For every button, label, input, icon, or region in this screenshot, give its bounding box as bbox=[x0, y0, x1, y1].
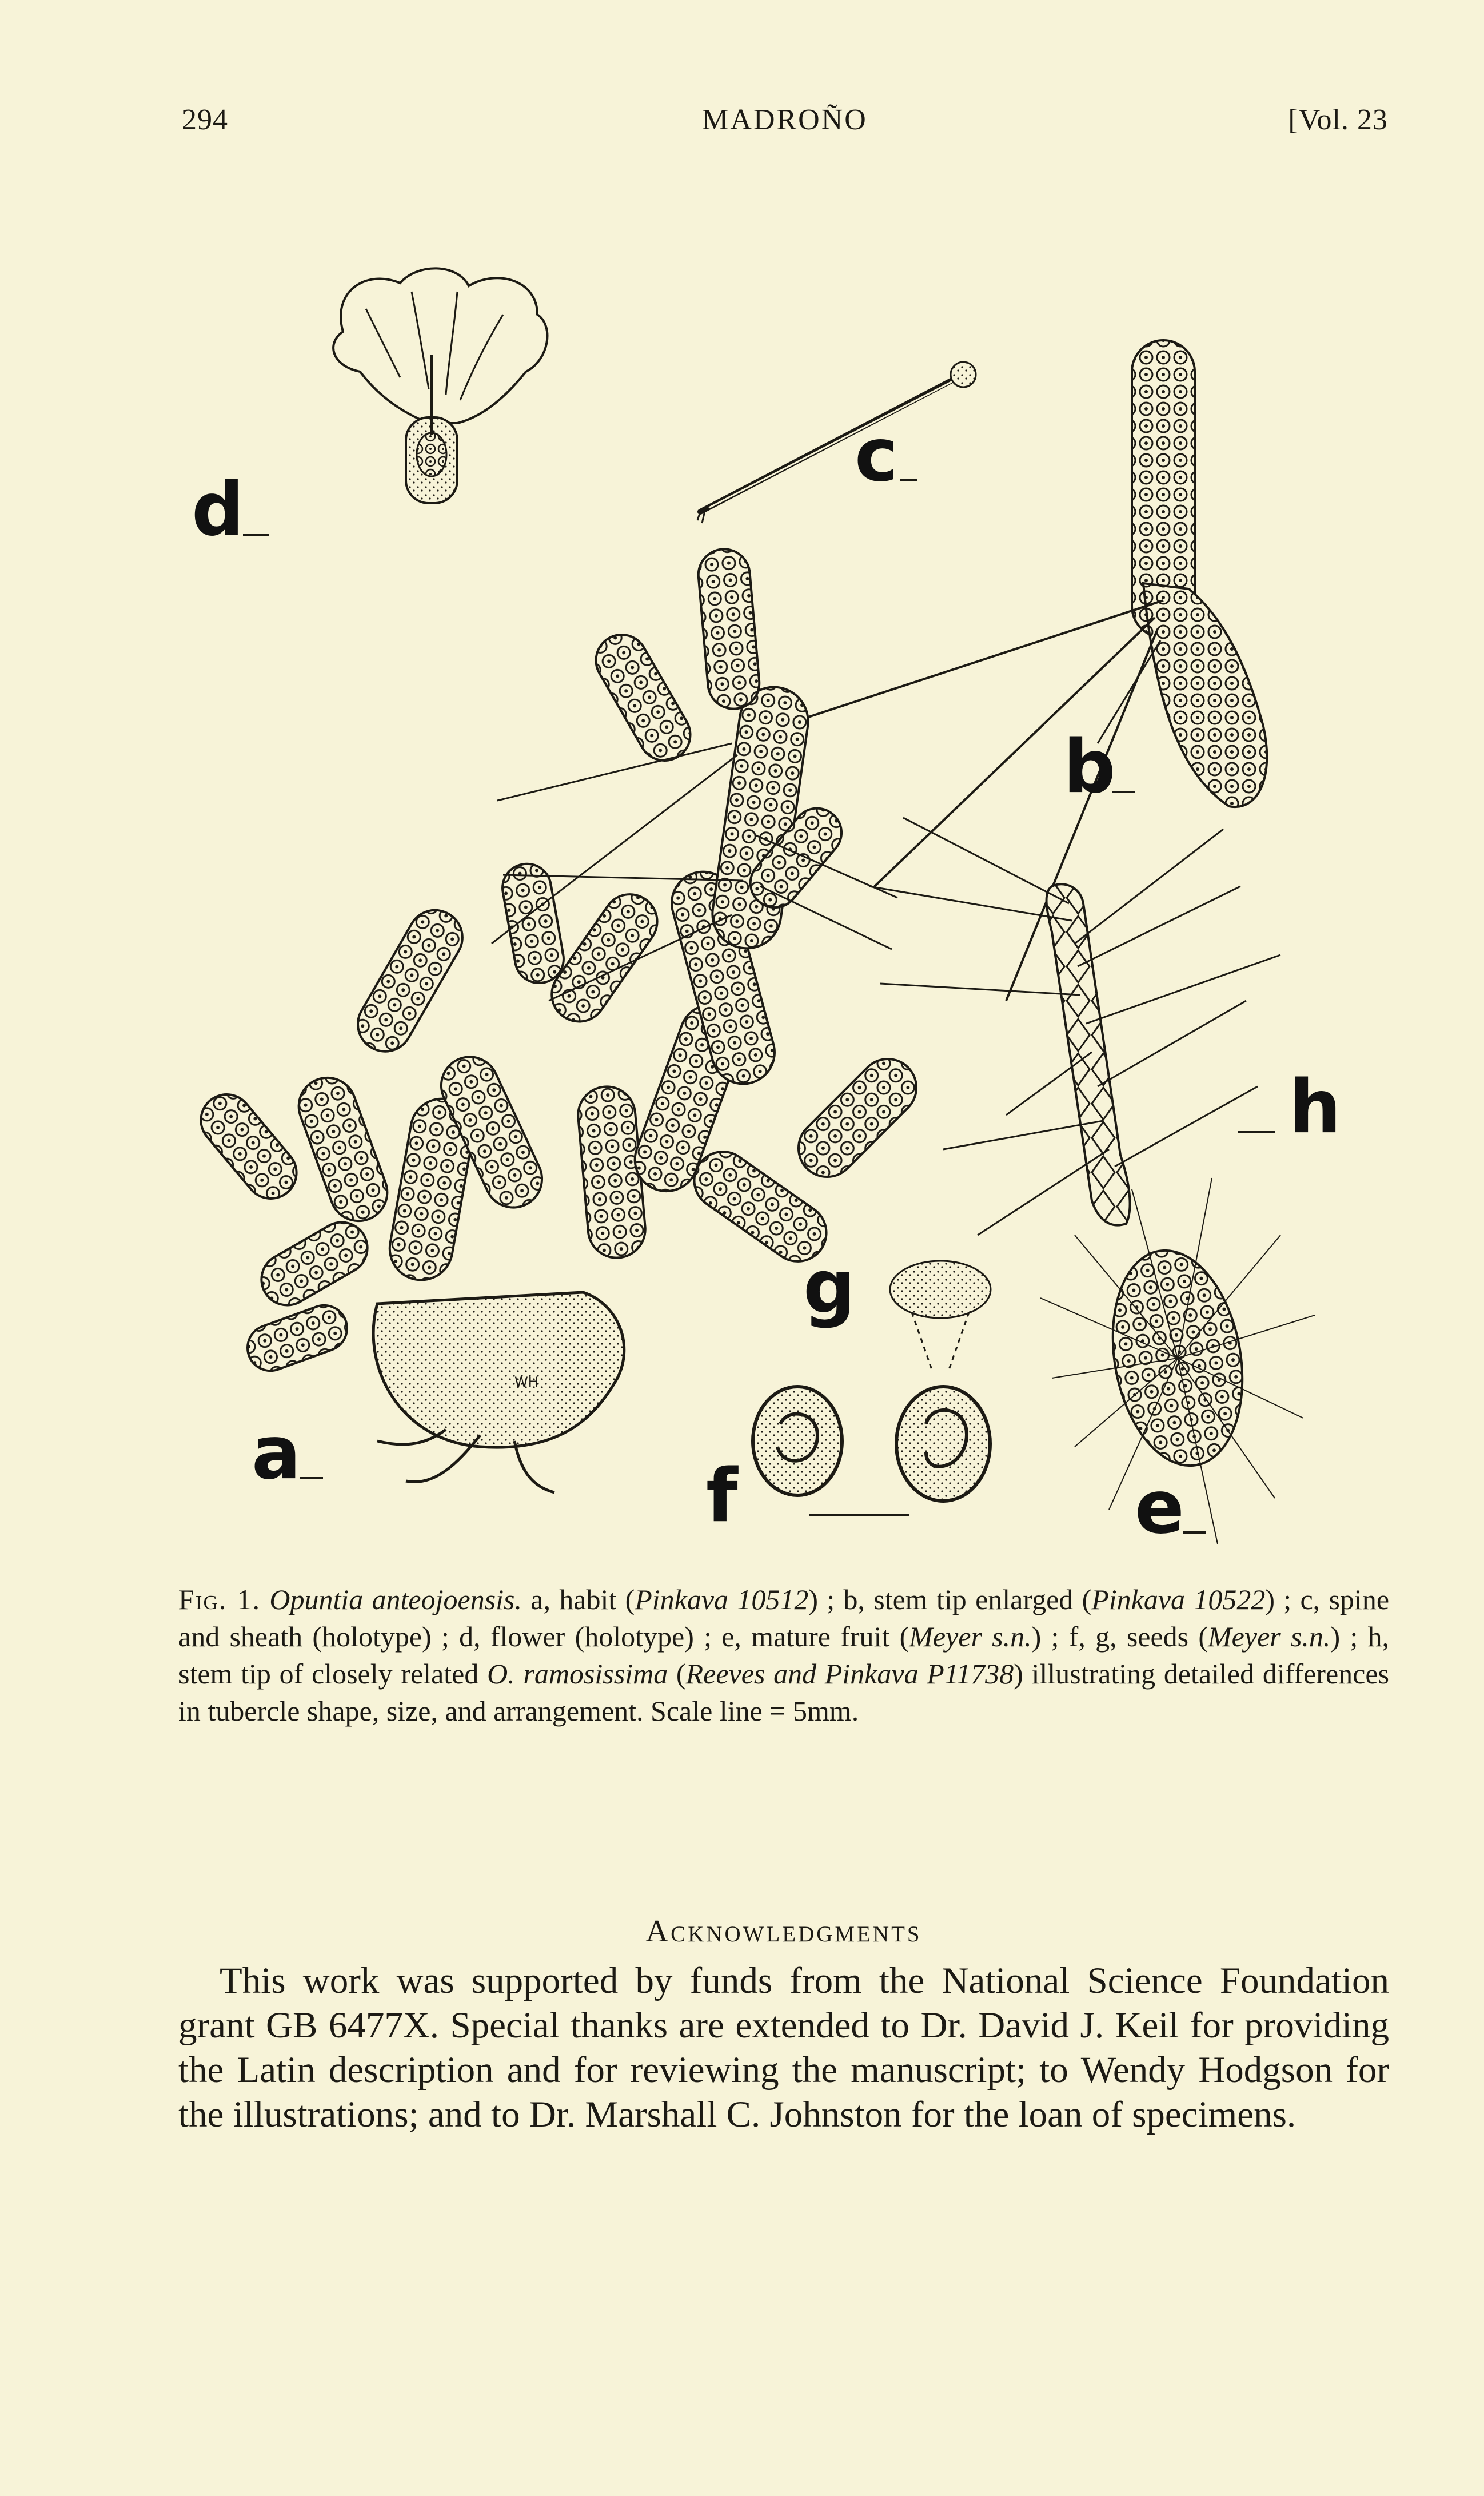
species-name: Opuntia anteojoensis. bbox=[269, 1583, 522, 1615]
volume-number: [Vol. 23 bbox=[1288, 103, 1388, 136]
journal-title: MADROÑO bbox=[702, 103, 868, 136]
seed-drawing-f bbox=[706, 1387, 990, 1539]
label-h: h bbox=[1289, 1065, 1342, 1150]
caption-text: a, habit ( bbox=[522, 1583, 635, 1615]
caption-text: ) illustrating detailed differences in tubercle shape, size, and arrangement. Scale line = 5mm. bbox=[178, 1658, 1389, 1727]
stem-tip-drawing-h bbox=[869, 818, 1341, 1235]
flower-drawing-d bbox=[192, 268, 547, 552]
acknowledgments-body bbox=[178, 1958, 1389, 2137]
figure-caption bbox=[178, 1581, 1389, 1730]
label-e: e bbox=[1135, 1465, 1184, 1550]
label-f: f bbox=[706, 1454, 738, 1539]
caption-text: ) ; b, stem tip enlarged ( bbox=[808, 1583, 1092, 1615]
page-number: 294 bbox=[182, 103, 228, 136]
caption-specimen: Pinkava 10522 bbox=[1091, 1583, 1266, 1615]
habit-drawing-a bbox=[190, 547, 928, 1496]
caption-text: ) ; c, spine and sheath (holotype) ; d, flower (holotype) ; e, mature fruit ( bbox=[178, 1583, 1390, 1653]
caption-specimen: Meyer s.n. bbox=[909, 1621, 1032, 1653]
caption-specimen: Meyer s.n. bbox=[1208, 1621, 1331, 1653]
fruit-drawing-e bbox=[1040, 1178, 1315, 1550]
caption-text: ( bbox=[668, 1658, 686, 1690]
caption-species: O. ramosissima bbox=[487, 1658, 668, 1690]
seed-drawing-g bbox=[803, 1245, 991, 1370]
caption-text: ) ; f, g, seeds ( bbox=[1031, 1621, 1208, 1653]
caption-specimen: Pinkava 10512 bbox=[635, 1583, 809, 1615]
spine-drawing-c bbox=[697, 362, 976, 523]
caption-specimen: Reeves and Pinkava P11738 bbox=[685, 1658, 1014, 1690]
figure-plate bbox=[160, 229, 1389, 1561]
label-a: a bbox=[252, 1411, 301, 1496]
label-b: b bbox=[1063, 724, 1116, 810]
artist-mark: WH bbox=[514, 1374, 538, 1390]
acknowledgments-heading: Acknowledgments bbox=[645, 1913, 922, 1948]
figure-label: Fig. 1. bbox=[178, 1583, 261, 1615]
botanical-illustration bbox=[160, 229, 1389, 1561]
acknowledgments-text: This work was supported by funds from the National Science Foundation grant GB 6477X. Special thanks are extended to Dr. David J. Keil for providing the Latin description and for reviewing the manuscript; to Wendy Hodgson for the illustrations; and to Dr. Marshall C. Johnston for the loan of specimens. bbox=[178, 1960, 1389, 2135]
running-header bbox=[182, 103, 1388, 143]
label-g: g bbox=[803, 1245, 856, 1330]
caption-text: ) ; h, stem tip of closely related bbox=[178, 1621, 1389, 1690]
label-d: d bbox=[192, 467, 244, 552]
label-c: c bbox=[855, 413, 898, 498]
